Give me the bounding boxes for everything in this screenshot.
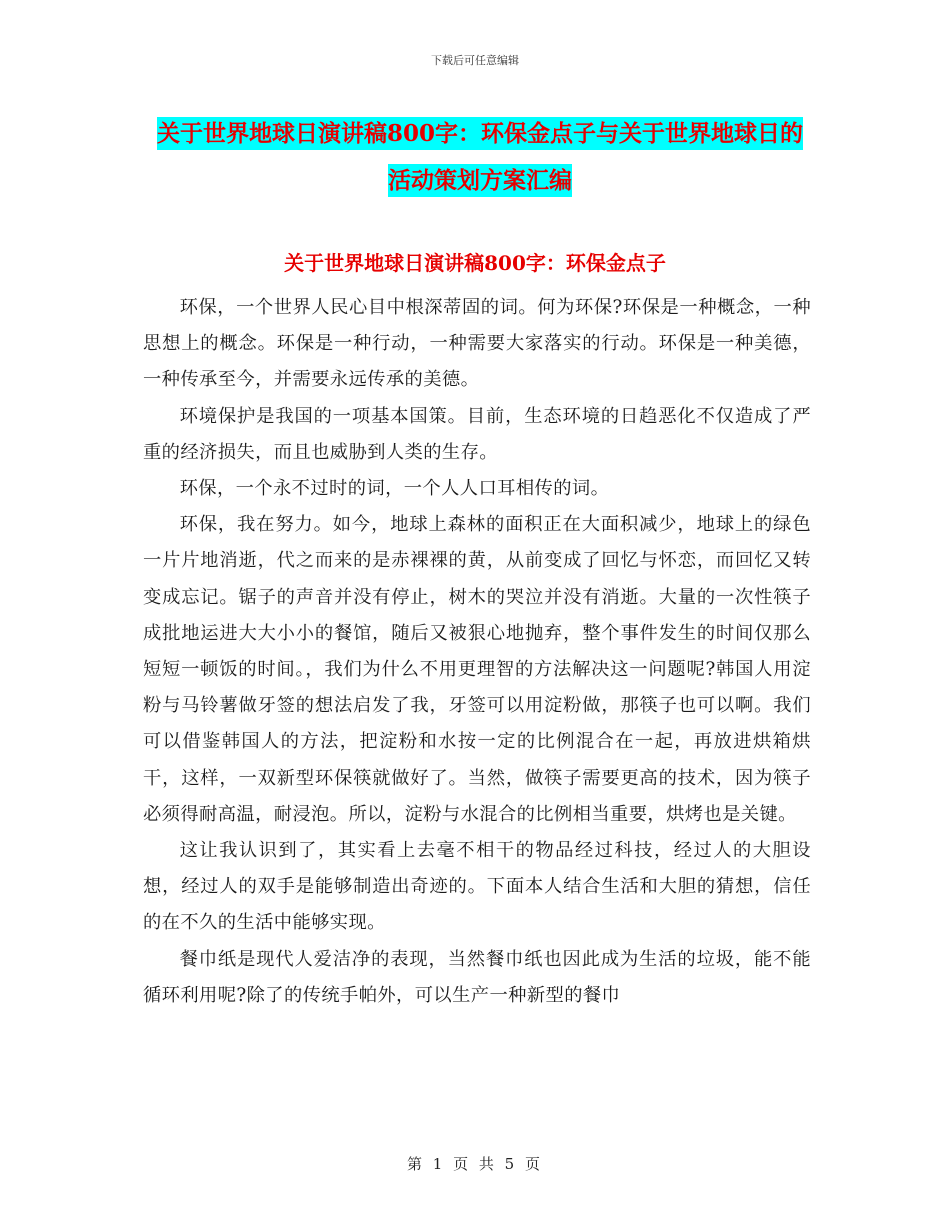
page-header-note: 下载后可任意编辑 (431, 54, 519, 67)
paragraph: 餐巾纸是现代人爱洁净的表现，当然餐巾纸也因此成为生活的垃圾，能不能循环利用呢?除了的传统手帕外，可以生产一种新型的餐巾 (143, 948, 811, 1006)
paragraph: 这让我认识到了，其实看上去毫不相干的物品经过科技，经过人的大胆设想，经过人的双手是能够制造出奇迹的。下面本人结合生活和大胆的猜想，信任的在不久的生活中能够实现。 (143, 840, 811, 934)
document-title-text: 关于世界地球日演讲稿800字：环保金点子与关于世界地球日的活动策划方案汇编 (157, 117, 803, 197)
paragraph: 环保，一个永不过时的词，一个人人口耳相传的词。 (179, 478, 610, 500)
paragraph: 环境保护是我国的一项基本国策。目前，生态环境的日趋恶化不仅造成了严重的经济损失，而且也威胁到人类的生存。 (143, 405, 811, 463)
paragraph: 环保，我在努力。如今，地球上森林的面积正在大面积减少，地球上的绿色一片片地消逝，代之而来的是赤裸裸的黄，从前变成了回忆与怀恋，而回忆又转变成忘记。锯子的声音并没有停止，树木的哭泣并没有消逝。大量的一次性筷子成批地运进大大小小的餐馆，随后又被狠心地抛弃，整个事件发生的时间仅那么短短一顿饭的时间。，我们为什么不用更理智的方法解决这一问题呢?韩国人用淀粉与马铃薯做牙签的想法启发了我，牙签可以用淀粉做，那筷子也可以啊。我们可以借鉴韩国人的方法，把淀粉和水按一定的比例混合在一起，再放进烘箱烘干，这样，一双新型环保筷就做好了。当然，做筷子需要更高的技术，因为筷子必须得耐高温，耐浸泡。所以，淀粉与水混合的比例相当重要，烘烤也是关键。 (143, 514, 811, 825)
paragraph: 环保，一个世界人民心目中根深蒂固的词。何为环保?环保是一种概念，一种思想上的概念。环保是一种行动，一种需要大家落实的行动。环保是一种美德，一种传承至今，并需要永远传承的美德。 (143, 297, 811, 391)
document-title (150, 110, 810, 204)
document-body (143, 290, 811, 1014)
section-title: 关于世界地球日演讲稿800字：环保金点子 (284, 251, 666, 275)
page-number-footer: 第 1 页 共 5 页 (407, 1155, 543, 1173)
